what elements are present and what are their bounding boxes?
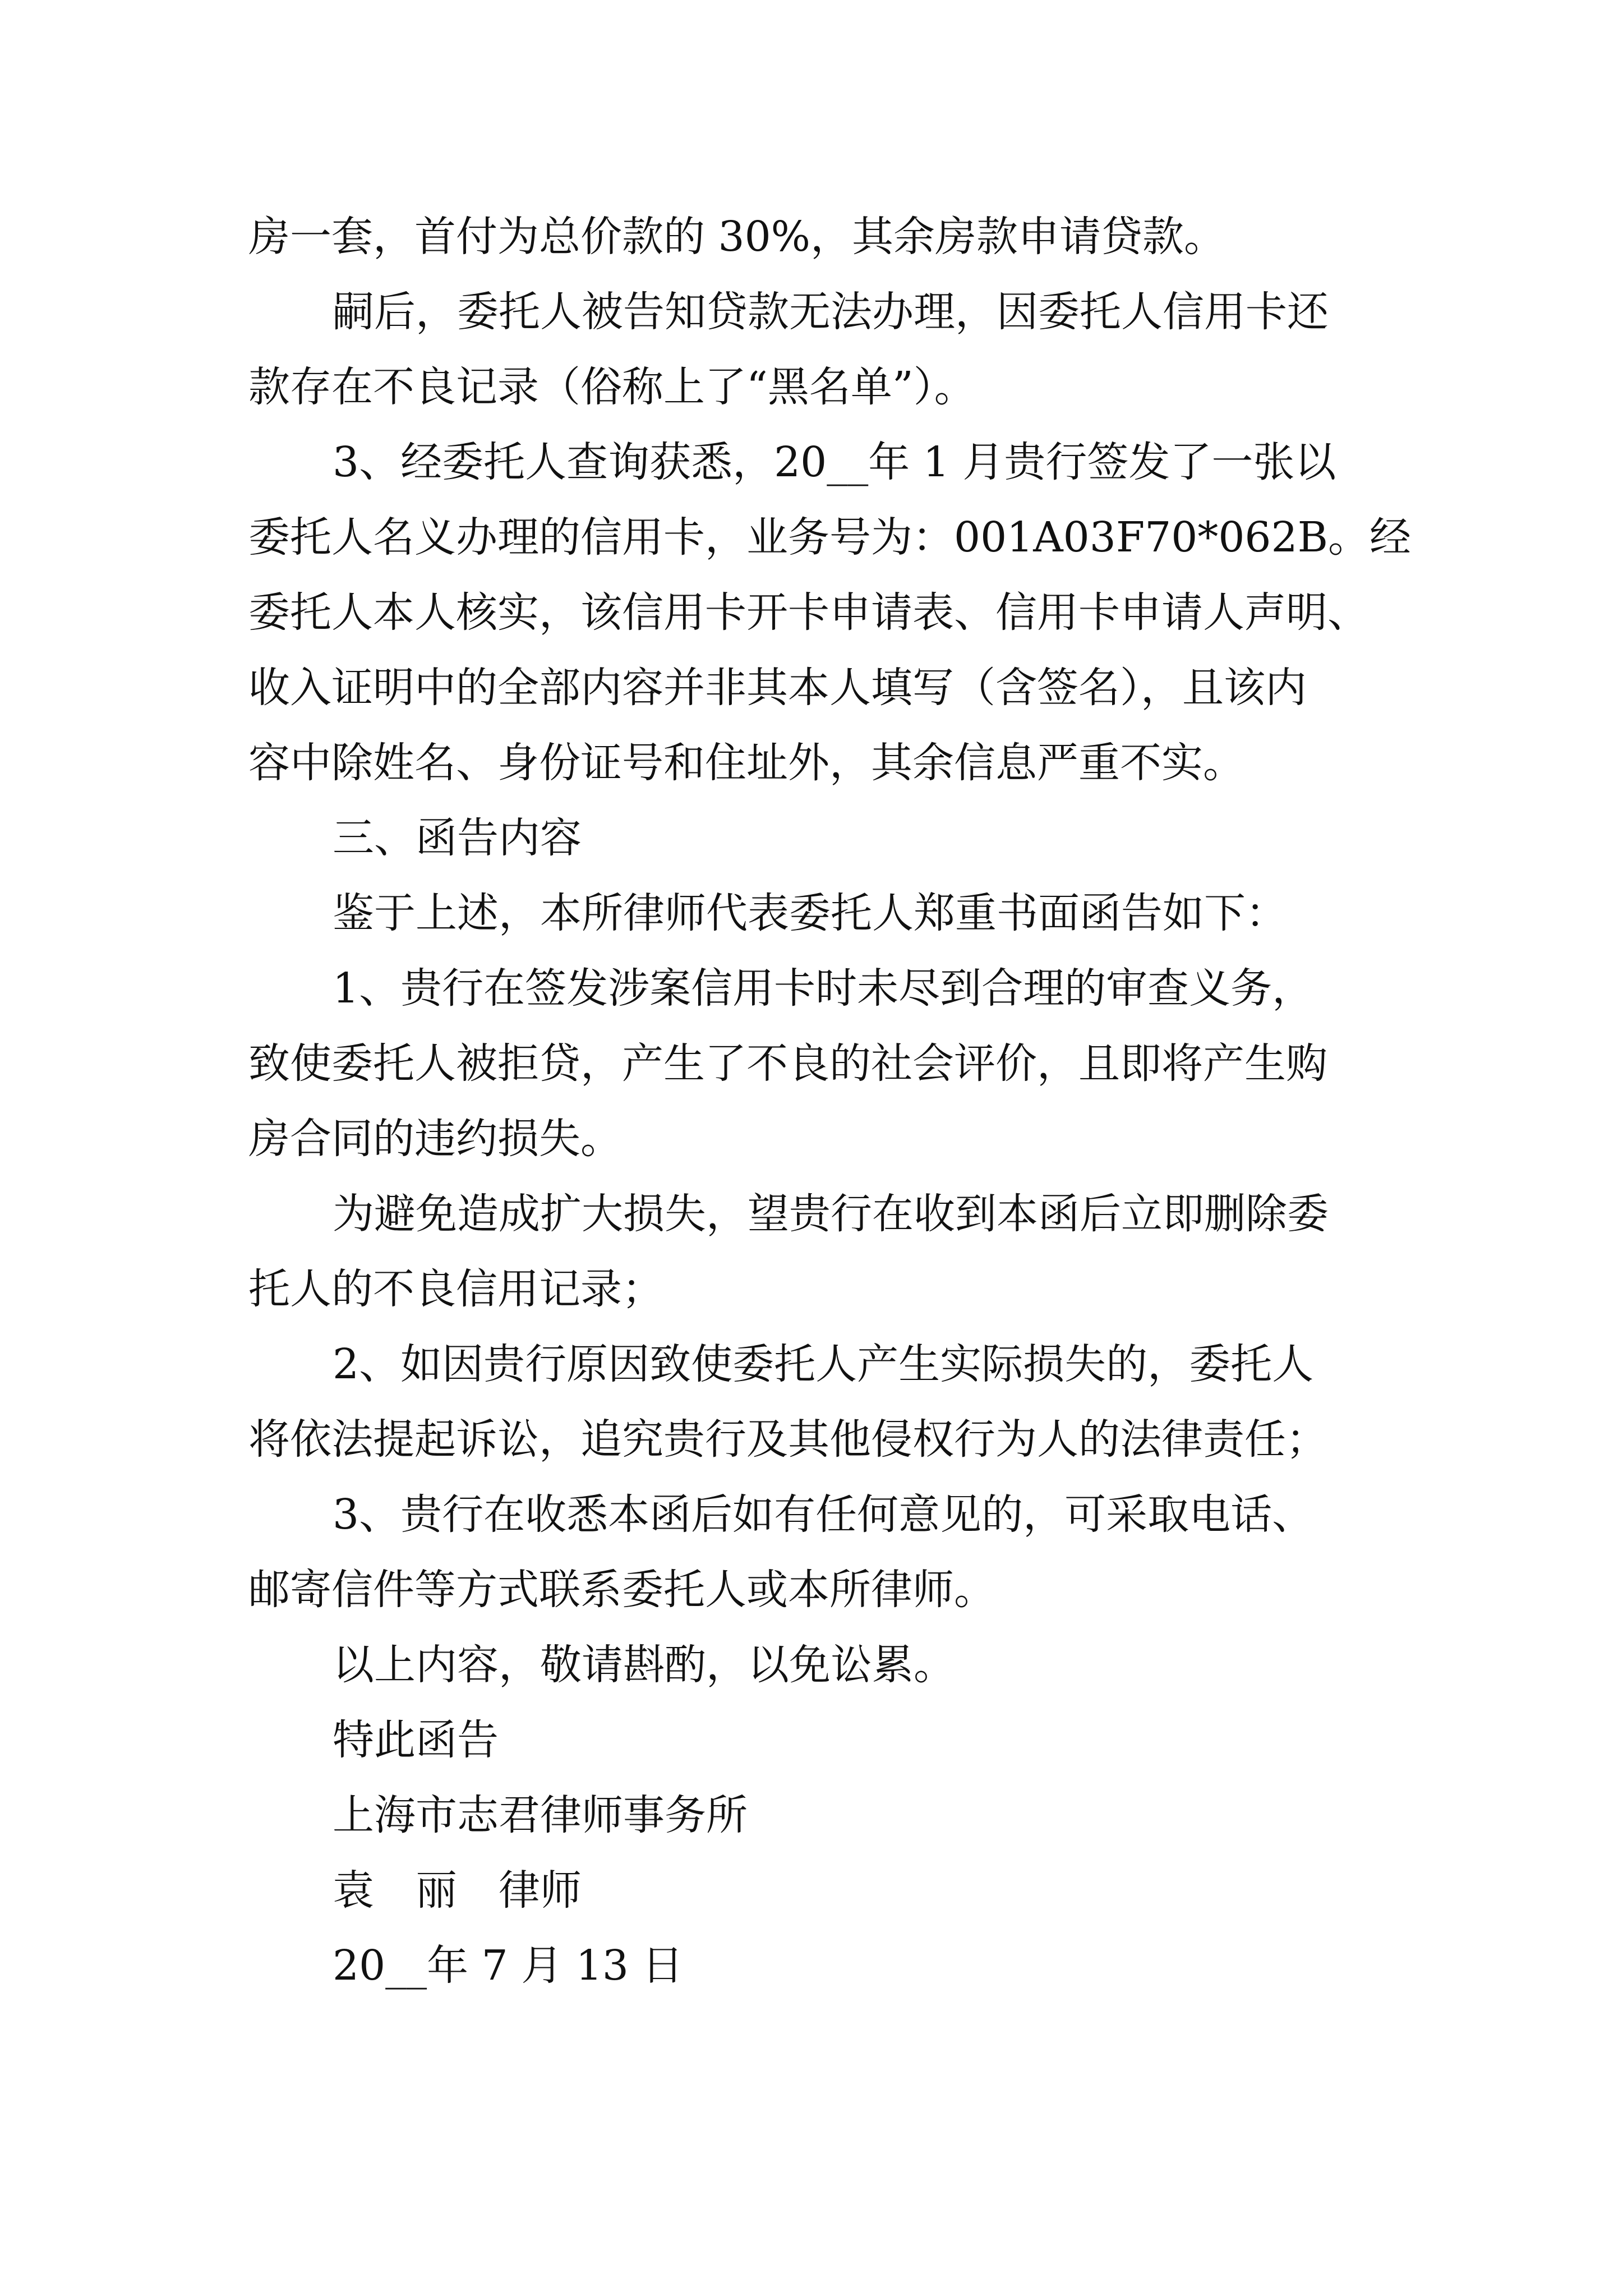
text-line: 以上内容，敬请斟酌，以免讼累。 xyxy=(333,1641,955,1689)
letter-body xyxy=(248,199,1411,2003)
text-line: 致使委托人被拒贷，产生了不良的社会评价，且即将产生购 xyxy=(248,1039,1327,1088)
text-line: 3、经委托人查询获悉，20__年 1 月贵行签发了一张以 xyxy=(333,438,1336,486)
text-line: 为避免造成扩大损失，望贵行在收到本函后立即删除委 xyxy=(333,1190,1329,1238)
section-heading: 三、函告内容 xyxy=(333,814,582,862)
text-line: 2、如因贵行原因致使委托人产生实际损失的，委托人 xyxy=(333,1340,1314,1388)
text-line: 委托人本人核实，该信用卡开卡申请表、信用卡申请人声明、 xyxy=(248,588,1369,637)
text-line: 委托人名义办理的信用卡，业务号为：001A03F70*062B。经 xyxy=(248,513,1411,562)
text-line: 款存在不良记录（俗称上了“黑名单”）。 xyxy=(248,363,976,411)
firm-name: 上海市志君律师事务所 xyxy=(333,1791,748,1839)
text-line: 邮寄信件等方式联系委托人或本所律师。 xyxy=(248,1566,995,1614)
text-line: 将依法提起诉讼，追究贵行及其他侵权行为人的法律责任； xyxy=(248,1415,1327,1464)
text-line: 3、贵行在收悉本函后如有任何意见的，可采取电话、 xyxy=(333,1490,1314,1539)
text-line: 房合同的违约损失。 xyxy=(248,1115,622,1163)
text-line: 容中除姓名、身份证号和住址外，其余信息严重不实。 xyxy=(248,739,1244,787)
text-line: 鉴于上述，本所律师代表委托人郑重书面函告如下： xyxy=(333,889,1287,937)
closing-line: 特此函告 xyxy=(333,1716,499,1764)
text-line: 1、贵行在签发涉案信用卡时未尽到合理的审查义务， xyxy=(333,964,1314,1013)
text-line: 嗣后，委托人被告知贷款无法办理，因委托人信用卡还 xyxy=(333,288,1329,336)
text-line: 房一套，首付为总价款的 30%，其余房款申请贷款。 xyxy=(248,213,1225,261)
text-line: 收入证明中的全部内容并非其本人填写（含签名），且该内 xyxy=(248,664,1307,712)
lawyer-name: 袁 丽 律师 xyxy=(333,1866,582,1915)
text-line: 托人的不良信用记录； xyxy=(248,1265,663,1313)
letter-date: 20__年 7 月 13 日 xyxy=(333,1941,684,1990)
